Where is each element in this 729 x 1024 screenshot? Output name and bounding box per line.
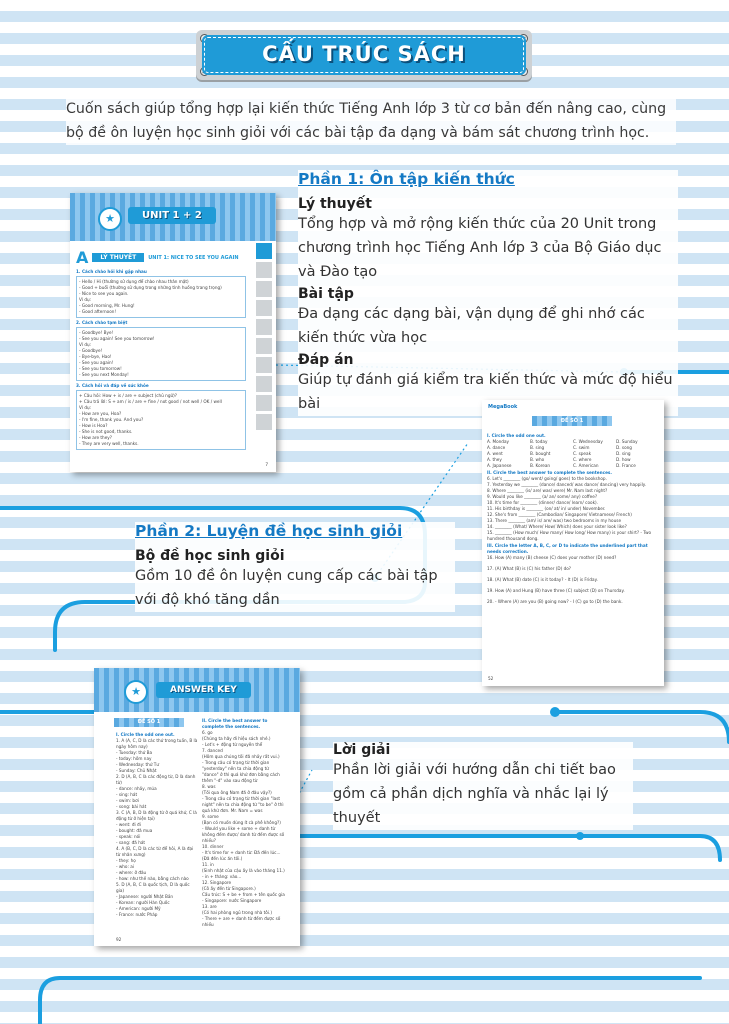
line: - who: ai bbox=[116, 864, 134, 869]
line: 9. Would you like ________ (a/ an/ some/ any) coffee? bbox=[487, 494, 598, 499]
line: 10. It's time for ________ (dinner/ dance/ learn/ cook). bbox=[487, 500, 598, 505]
line: 3. C (A, B, D là động từ ở quá khứ, C là động từ ở hiện tại) bbox=[116, 810, 197, 821]
star-icon: ★ bbox=[124, 680, 148, 704]
line: - Goodbye! Bye! bbox=[79, 330, 114, 335]
line: - Tuesday: thứ Ba bbox=[116, 750, 153, 755]
line: - in + tháng: vào... bbox=[202, 874, 242, 879]
line: - Japanese: người Nhật Bản bbox=[116, 894, 174, 899]
option: C. Wednesday bbox=[573, 439, 603, 444]
heading-a: 1. Cách chào hỏi khi gặp nhau bbox=[76, 269, 147, 274]
part1-heading-exercise: Bài tập bbox=[298, 286, 354, 302]
answer-heading: I. Circle the odd one out. bbox=[116, 732, 175, 737]
line: - Hello / Hi (thường sử dụng để chào nhau thân mật) bbox=[79, 279, 189, 284]
page-number: 92 bbox=[116, 937, 122, 942]
line: - bought: đã mua bbox=[116, 828, 153, 833]
answer-header bbox=[94, 668, 300, 712]
line: 14. ________ (What/ Where/ How/ Which) does your sister look like? bbox=[487, 524, 627, 529]
option: A. went bbox=[487, 451, 503, 456]
option: D. Sunday bbox=[616, 439, 638, 444]
answer-de-title: ĐỀ SỐ 1 bbox=[137, 719, 161, 725]
part2-block bbox=[135, 522, 455, 612]
part1-block bbox=[298, 170, 678, 416]
line: 8. was bbox=[202, 784, 216, 789]
part1-theory-text: Tổng hợp và mở rộng kiến thức của 20 Unit trong chương trình học Tiếng Anh lớp 3 của Bộ Giáo dục và Đào tạo bbox=[298, 216, 662, 280]
line: - Good morning, Mr. Hung! bbox=[79, 303, 135, 308]
part1-exercise-text: Đa dạng các dạng bài, vận dụng để ghi nhớ các kiến thức vừa học bbox=[298, 306, 645, 346]
line: - sang: đã hát bbox=[116, 840, 146, 845]
line: Cấu trúc: S + be + from + tên quốc gia bbox=[202, 892, 285, 897]
line: 15. ________ (How much/ How many/ How long/ How many) is your shirt? - Two hundred thousand dong. bbox=[487, 530, 652, 541]
line: Ví dụ: bbox=[79, 342, 92, 347]
line: 12. Singapore bbox=[202, 880, 232, 885]
unit-subtitle: UNIT 1: NICE TO SEE YOU AGAIN bbox=[148, 254, 239, 261]
line: 20. - Where (A) are you (B) going now? - I (C) go to (D) the bank. bbox=[487, 599, 623, 604]
answer-col-2 bbox=[202, 718, 286, 928]
book-page-unit bbox=[70, 193, 276, 472]
line: 2. D (A, B, C là các động từ, D là danh từ) bbox=[116, 774, 196, 785]
line: - how: như thế nào, bằng cách nào bbox=[116, 876, 189, 881]
line: - See you tomorrow! bbox=[79, 366, 122, 371]
line: - France: nước Pháp bbox=[116, 912, 158, 917]
line: - went: đi đi bbox=[116, 822, 141, 827]
question-heading: II. Circle the best answer to complete the sentences. bbox=[487, 470, 613, 475]
option: C. American bbox=[573, 463, 599, 468]
line: 6. Let's ________ (go/ went/ going/ goes) to the bookshop. bbox=[487, 476, 607, 481]
line: - Korean: người Hàn Quốc bbox=[116, 900, 170, 905]
heading-c: 3. Cách hỏi và đáp về sức khỏe bbox=[76, 383, 149, 388]
part2-title: Phần 2: Luyện đề học sinh giỏi bbox=[135, 522, 403, 540]
line: (Đã đến lúc ăn tối.) bbox=[202, 856, 243, 861]
page-number: 52 bbox=[488, 676, 494, 681]
line: + Câu trả lời: S + am / is / are + fine / not good / not well / OK / well bbox=[79, 399, 222, 404]
line: - How are you, Hoa? bbox=[79, 411, 122, 416]
line: - It's time for + danh từ: Đã đến lúc... bbox=[202, 850, 281, 855]
line: - Good afternoon! bbox=[79, 309, 117, 314]
line: (Có hai phòng ngủ trong nhà tôi.) bbox=[202, 910, 272, 915]
book-page-answer-key bbox=[94, 668, 300, 946]
line: (Bạn có muốn dùng ít cà phê không?) bbox=[202, 820, 281, 825]
part2-text: Gồm 10 đề ôn luyện cung cấp các bài tập với độ khó tăng dần bbox=[135, 568, 438, 608]
answer-heading: II. Circle the best answer to complete the sentences. bbox=[202, 718, 268, 729]
part1-answer-text: Giúp tự đánh giá kiểm tra kiến thức và mức độ hiểu bài bbox=[298, 372, 673, 412]
line: 8. Where ________ (is/ are/ was/ were) Mr. Nam last night? bbox=[487, 488, 608, 493]
answer-key-title: ANSWER KEY bbox=[156, 682, 251, 698]
line: - She is not good, thanks. bbox=[79, 429, 133, 434]
line: - Would you like + some + danh từ không đếm được/ danh từ đếm được số nhiều? bbox=[202, 826, 285, 843]
option: B. Korean bbox=[530, 463, 551, 468]
banner-title: CẤU TRÚC SÁCH bbox=[262, 42, 466, 66]
line: - How are they? bbox=[79, 435, 112, 440]
unit-side-tabs bbox=[256, 243, 272, 430]
dot-4 bbox=[576, 832, 584, 840]
line: - American: người Mỹ bbox=[116, 906, 161, 911]
line: 19. How (A) and Hung (B) have three (C) subject (D) on Thursday. bbox=[487, 588, 625, 593]
line: 17. (A) What (B) is (C) his father (D) do? bbox=[487, 566, 572, 571]
part2-heading: Bộ đề học sinh giỏi bbox=[135, 548, 285, 564]
line: - Goodbye! bbox=[79, 348, 103, 353]
line: 11. His birthday is ________ (on/ at/ in/ under) November. bbox=[487, 506, 606, 511]
test-body bbox=[487, 433, 659, 610]
line: - Nice to see you again. bbox=[79, 291, 129, 296]
option: A. dance bbox=[487, 445, 506, 450]
part1-title: Phần 1: Ôn tập kiến thức bbox=[298, 170, 515, 188]
line: (Chúng ta hãy đi hiệu sách nhé.) bbox=[202, 736, 271, 741]
line: 7. Yesterday we ________ (dance/ danced/ was dance/ dancing) very happily. bbox=[487, 482, 646, 487]
line: - Singapore: nước Singapore bbox=[202, 898, 262, 903]
line: + Câu hỏi: How + is / are + subject (chủ ngữ)? bbox=[79, 393, 178, 398]
unit-header bbox=[70, 193, 276, 241]
line: 10. dinner bbox=[202, 844, 224, 849]
part1-heading-theory: Lý thuyết bbox=[298, 196, 372, 212]
line: - There + are + danh từ đếm được số nhiều bbox=[202, 916, 281, 927]
question-heading: I. Circle the odd one out. bbox=[487, 433, 546, 438]
line: 4. A (B, C, D là các từ để hỏi, A là đại từ nhân xưng) bbox=[116, 846, 194, 857]
line: - Trong câu có trạng từ thời gian "last night" nên ta chia động từ "to be" ở thì quá khứ đơn. Mr. Nam = was bbox=[202, 796, 284, 813]
line: 18. (A) What (B) date (C) is it today? - It (D) is Friday. bbox=[487, 577, 598, 582]
line: - swim: bơi bbox=[116, 798, 139, 803]
line: 12. She's from ________ (Cambodian/ Singapore/ Vietnamese/ French) bbox=[487, 512, 632, 517]
line: - I'm fine, thank you. And you? bbox=[79, 417, 144, 422]
test-title: ĐỀ SỐ 1 bbox=[560, 418, 584, 424]
line: (Hôm qua chúng tôi đã nhảy rất vui.) bbox=[202, 754, 280, 759]
question-heading: III. Circle the letter A, B, C, or D to indicate the underlined part that needs correction. bbox=[487, 543, 648, 554]
line: - sing: hát bbox=[116, 792, 138, 797]
page-number: 7 bbox=[265, 462, 268, 467]
line: - Good + buổi (thường sử dụng trong những tình huống trang trọng) bbox=[79, 285, 222, 290]
line: 1. A (A, C, D là các thứ trong tuần, B là ngày hôm nay) bbox=[116, 738, 198, 749]
line: - where: ở đâu bbox=[116, 870, 147, 875]
line: (Sinh nhật của cậu ấy là vào tháng 11.) bbox=[202, 868, 285, 873]
line: - Bye-bye, Hao! bbox=[79, 354, 112, 359]
line: - Let's + động từ nguyên thể bbox=[202, 742, 263, 747]
option: C. where bbox=[573, 457, 592, 462]
line: 5. D (A, B, C là quốc tịch, D là quốc gia) bbox=[116, 882, 190, 893]
unit-title: UNIT 1 + 2 bbox=[128, 207, 216, 224]
part3-block bbox=[333, 742, 633, 830]
line: 6. go bbox=[202, 730, 213, 735]
line: Ví dụ: bbox=[79, 297, 92, 302]
line: (Cô ấy đến từ Singapore.) bbox=[202, 886, 256, 891]
option: D. song bbox=[616, 445, 632, 450]
option: D. France bbox=[616, 463, 636, 468]
option: D. sing bbox=[616, 451, 631, 456]
line: - Wednesday: thứ Tư bbox=[116, 762, 160, 767]
line: - Sunday: Chủ Nhật bbox=[116, 768, 157, 773]
line: 13. are bbox=[202, 904, 217, 909]
option: C. swim bbox=[573, 445, 590, 450]
part3-text: Phần lời giải với hướng dẫn chi tiết bao gồm cả phần dịch nghĩa và nhắc lại lý thuyết bbox=[333, 762, 616, 826]
intro-text: Cuốn sách giúp tổng hợp lại kiến thức Tiếng Anh lớp 3 từ cơ bản đến nâng cao, cùng bộ đề ôn luyện học sinh giỏi với các bài tập đa dạng và bám sát chương trình học. bbox=[66, 97, 676, 145]
line: - Trong câu có trạng từ thời gian "yesterday" nên ta chia động từ "dance" ở thì quá khứ đơn bằng cách thêm "-d" vào sau động từ bbox=[202, 760, 280, 783]
heading-b: 2. Cách chào tạm biệt bbox=[76, 320, 128, 325]
line: - today: hôm nay bbox=[116, 756, 152, 761]
line: Ví dụ: bbox=[79, 405, 92, 410]
part1-heading-answer: Đáp án bbox=[298, 352, 354, 368]
line: 16. How (A) many (B) cheese (C) does your mother (D) need? bbox=[487, 555, 617, 560]
part3-heading: Lời giải bbox=[333, 742, 391, 758]
line: - they: họ bbox=[116, 858, 136, 863]
line: 11. in bbox=[202, 862, 214, 867]
brand-label: MegaBook bbox=[488, 404, 518, 410]
line: - See you again! bbox=[79, 360, 114, 365]
line: - speak: nói bbox=[116, 834, 141, 839]
line: - How is Hoa? bbox=[79, 423, 108, 428]
answer-col-1 bbox=[116, 732, 198, 918]
line: (Tối qua ông Nam đã ở đâu vậy?) bbox=[202, 790, 272, 795]
option: A. Japanese bbox=[487, 463, 512, 468]
option: B. sing bbox=[530, 445, 545, 450]
dot-3 bbox=[550, 707, 560, 717]
line: - They are very well, thanks. bbox=[79, 441, 139, 446]
book-page-test bbox=[482, 400, 664, 686]
option: B. bought bbox=[530, 451, 551, 456]
unit-body: A LÝ THUYẾT UNIT 1: NICE TO SEE YOU AGAIN 1. Cách chào hỏi khi gặp nhau - Hello / Hi (thường sử dụng để chào nhau thân mật) - Good + buổi (thường sử dụng trong những tình huống trang trọng) - Nice to see you again. Ví dụ: - Good morning, Mr. Hung! - Good afternoon! 2. Cách chào tạm biệt - Goodbye! Bye! - See you again! See you tomorrow! Ví dụ: - Goodbye! - Bye-bye, Hao! - See you again! - See you tomorrow! - See you next Monday! 3. Cách hỏi và đáp về sức khỏe + Câu hỏi: How + is / are + subject (chủ ngữ)? + Câu trả lời: S + am / is / are + fine / not good / not well / OK / well Ví dụ: - How are you, Hoa? - I'm fine, thank you. And you? - How is Hoa? - She is not good, thanks. - How are they? - They are very well, thanks. bbox=[76, 248, 246, 450]
line: 9. some bbox=[202, 814, 219, 819]
option: D. how bbox=[616, 457, 631, 462]
title-banner bbox=[196, 30, 532, 80]
option: C. speak bbox=[573, 451, 591, 456]
line: 13. There ________ (am/ is/ are/ was) two bedrooms in my house bbox=[487, 518, 622, 523]
line: - See you again! See you tomorrow! bbox=[79, 336, 155, 341]
line: - See you next Monday! bbox=[79, 372, 129, 377]
line: - song: bài hát bbox=[116, 804, 147, 809]
option: A. Monday bbox=[487, 439, 509, 444]
line: - dance: nhảy, múa bbox=[116, 786, 157, 791]
line: 7. danced bbox=[202, 748, 223, 753]
section-label: LÝ THUYẾT bbox=[92, 253, 144, 262]
option: B. today bbox=[530, 439, 548, 444]
test-header bbox=[532, 416, 612, 426]
option: A. they bbox=[487, 457, 502, 462]
star-icon: ★ bbox=[98, 207, 122, 231]
answer-de-header bbox=[114, 718, 184, 727]
option: B. who bbox=[530, 457, 545, 462]
